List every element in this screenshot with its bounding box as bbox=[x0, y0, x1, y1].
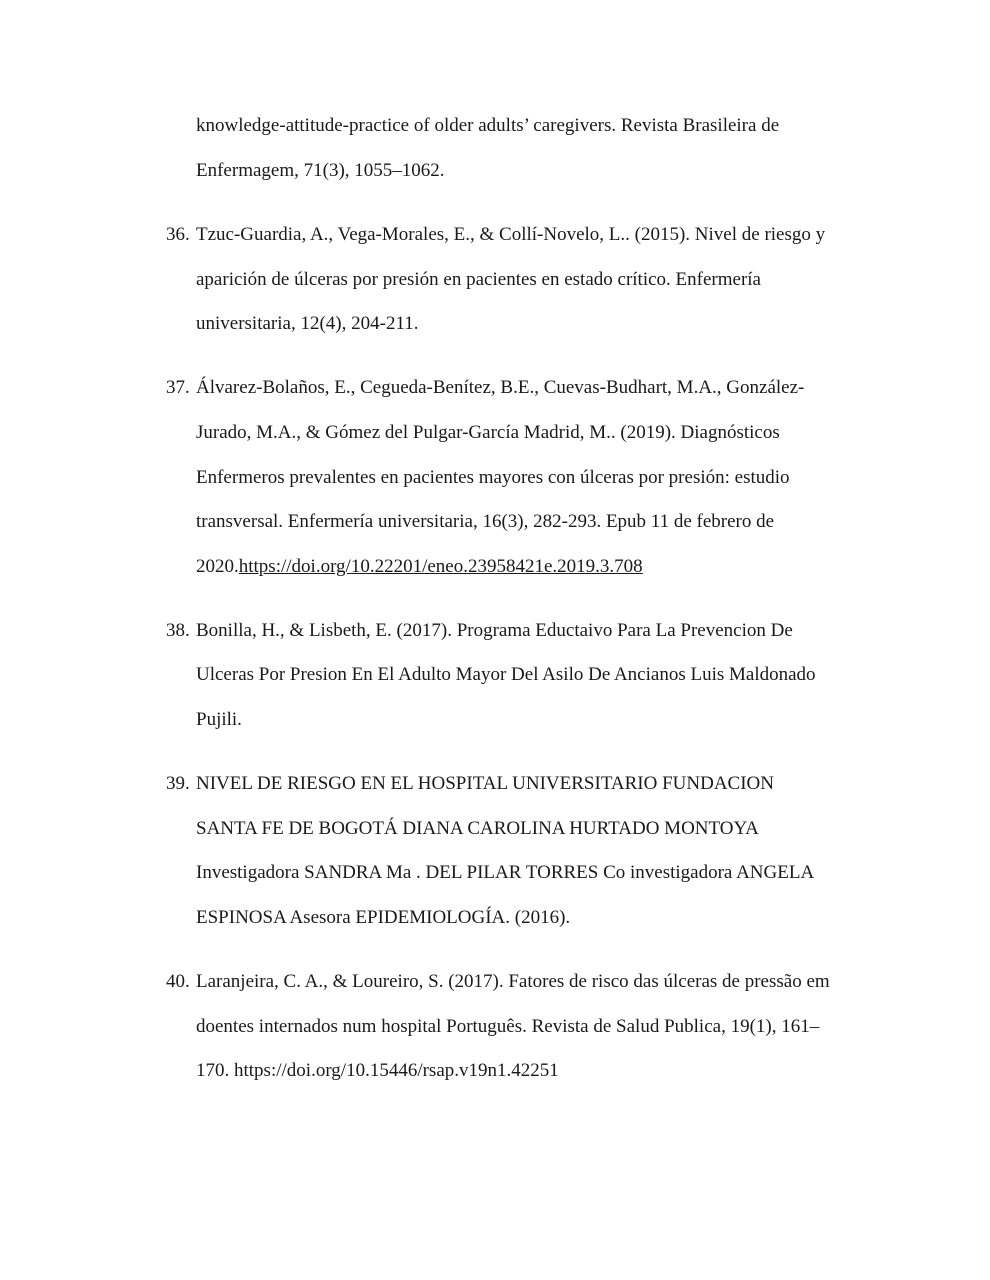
reference-37-line-2: Jurado, M.A., & Gómez del Pulgar-García Madrid, M.. (2019). Diagnósticos bbox=[196, 422, 780, 443]
reference-37-line-1: Álvarez-Bolaños, E., Cegueda-Benítez, B.E., Cuevas-Budhart, M.A., González- bbox=[196, 377, 805, 398]
reference-39-line-4: ESPINOSA Asesora EPIDEMIOLOGÍA. (2016). bbox=[196, 907, 571, 928]
reference-38-line-1: Bonilla, H., & Lisbeth, E. (2017). Programa Eductaivo Para La Prevencion De bbox=[196, 620, 793, 641]
reference-37-line-4: transversal. Enfermería universitaria, 16(3), 282-293. Epub 11 de febrero de bbox=[196, 511, 775, 532]
reference-number-37: 37. bbox=[166, 377, 190, 398]
reference-38-line-3: Pujili. bbox=[196, 709, 242, 730]
reference-number-36: 36. bbox=[166, 224, 190, 245]
reference-39-line-3: Investigadora SANDRA Ma . DEL PILAR TORRES Co investigadora ANGELA bbox=[196, 862, 815, 883]
reference-39-line-2: SANTA FE DE BOGOTÁ DIANA CAROLINA HURTADO MONTOYA bbox=[196, 818, 759, 839]
reference-37-line-5 bbox=[196, 555, 643, 579]
reference-38-line-2: Ulceras Por Presion En El Adulto Mayor Del Asilo De Ancianos Luis Maldonado bbox=[196, 664, 816, 685]
reference-37-line-3: Enfermeros prevalentes en pacientes mayores con úlceras por presión: estudio bbox=[196, 467, 790, 488]
continuation-line-1: knowledge-attitude-practice of older adults’ caregivers. Revista Brasileira de bbox=[196, 115, 780, 136]
reference-39-line-1: NIVEL DE RIESGO EN EL HOSPITAL UNIVERSITARIO FUNDACION bbox=[196, 773, 774, 794]
reference-40-line-3: 170. https://doi.org/10.15446/rsap.v19n1.42251 bbox=[196, 1060, 559, 1081]
reference-number-40: 40. bbox=[166, 971, 190, 992]
reference-36-line-2: aparición de úlceras por presión en pacientes en estado crítico. Enfermería bbox=[196, 269, 761, 290]
continuation-line-2: Enfermagem, 71(3), 1055–1062. bbox=[196, 160, 445, 181]
reference-number-39: 39. bbox=[166, 773, 190, 794]
reference-40-line-1: Laranjeira, C. A., & Loureiro, S. (2017). Fatores de risco das úlceras de pressão em bbox=[196, 971, 830, 992]
reference-40-line-2: doentes internados num hospital Português. Revista de Salud Publica, 19(1), 161– bbox=[196, 1016, 820, 1037]
reference-number-38: 38. bbox=[166, 620, 190, 641]
reference-37-year-prefix: 2020. bbox=[196, 556, 239, 577]
reference-36-line-3: universitaria, 12(4), 204-211. bbox=[196, 313, 419, 334]
reference-36-line-1: Tzuc-Guardia, A., Vega-Morales, E., & Collí-Novelo, L.. (2015). Nivel de riesgo y bbox=[196, 224, 826, 245]
doi-link[interactable]: https://doi.org/10.22201/eneo.23958421e.2019.3.708 bbox=[238, 556, 643, 577]
